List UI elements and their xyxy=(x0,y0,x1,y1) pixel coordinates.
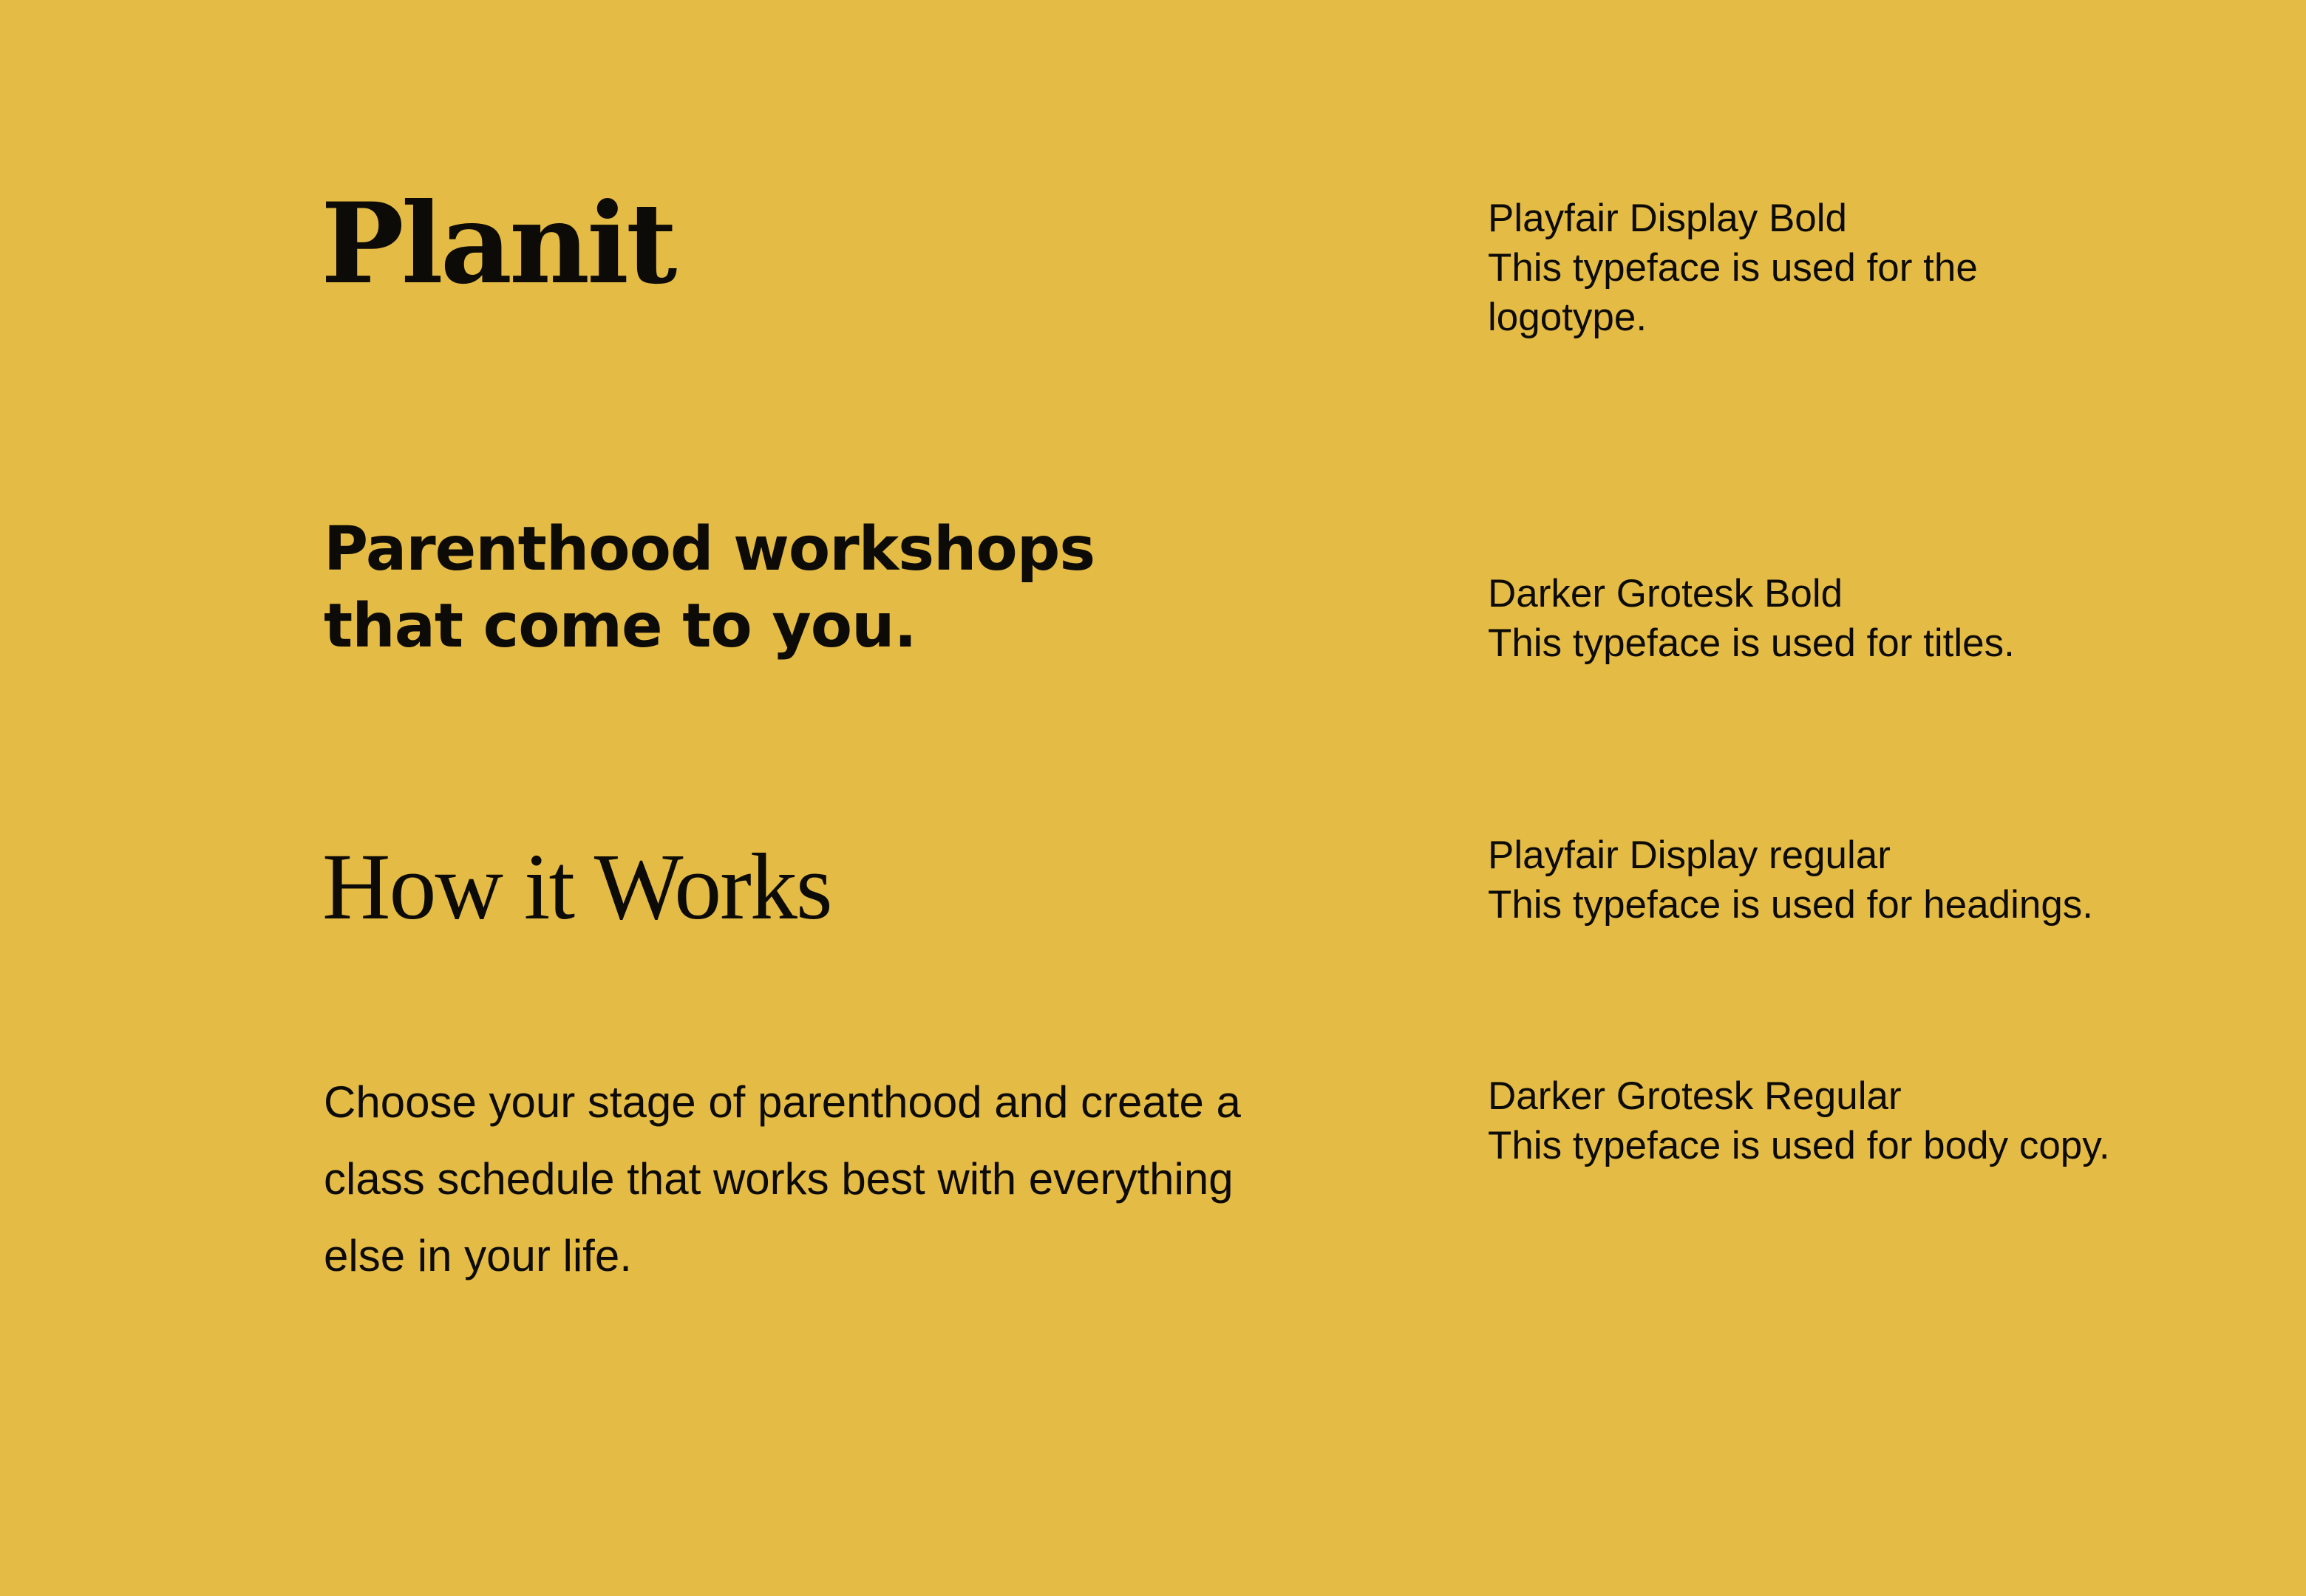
font-name: Playfair Display regular xyxy=(1488,833,1891,877)
font-usage-line: This typeface is used for headings. xyxy=(1488,883,2094,927)
font-name: Playfair Display Bold xyxy=(1488,197,1848,240)
title-font-description xyxy=(1488,569,2227,668)
body-copy-line: class schedule that works best with everything xyxy=(324,1154,1234,1204)
body-copy-line: Choose your stage of parenthood and create a xyxy=(324,1077,1241,1127)
title-sample-line: that come to you. xyxy=(324,591,916,661)
heading-sample: How it Works xyxy=(322,834,831,939)
heading-font-description xyxy=(1488,831,2227,930)
title-sample-line: Parenthood workshops xyxy=(324,514,1095,584)
font-name: Darker Grotesk Bold xyxy=(1488,572,1843,615)
font-usage-line: logotype. xyxy=(1488,296,1647,339)
logotype-font-description xyxy=(1488,194,2227,342)
logotype-sample: Planit xyxy=(321,179,675,309)
body-copy-sample xyxy=(324,1064,1373,1295)
font-usage-line: This typeface is used for body copy. xyxy=(1488,1124,2110,1167)
body-copy-line: else in your life. xyxy=(324,1231,632,1280)
font-usage-line: This typeface is used for titles. xyxy=(1488,621,2015,665)
title-sample xyxy=(324,511,1211,665)
body-font-description xyxy=(1488,1071,2227,1170)
font-name: Darker Grotesk Regular xyxy=(1488,1074,1902,1118)
font-usage-line: This typeface is used for the xyxy=(1488,246,1978,290)
